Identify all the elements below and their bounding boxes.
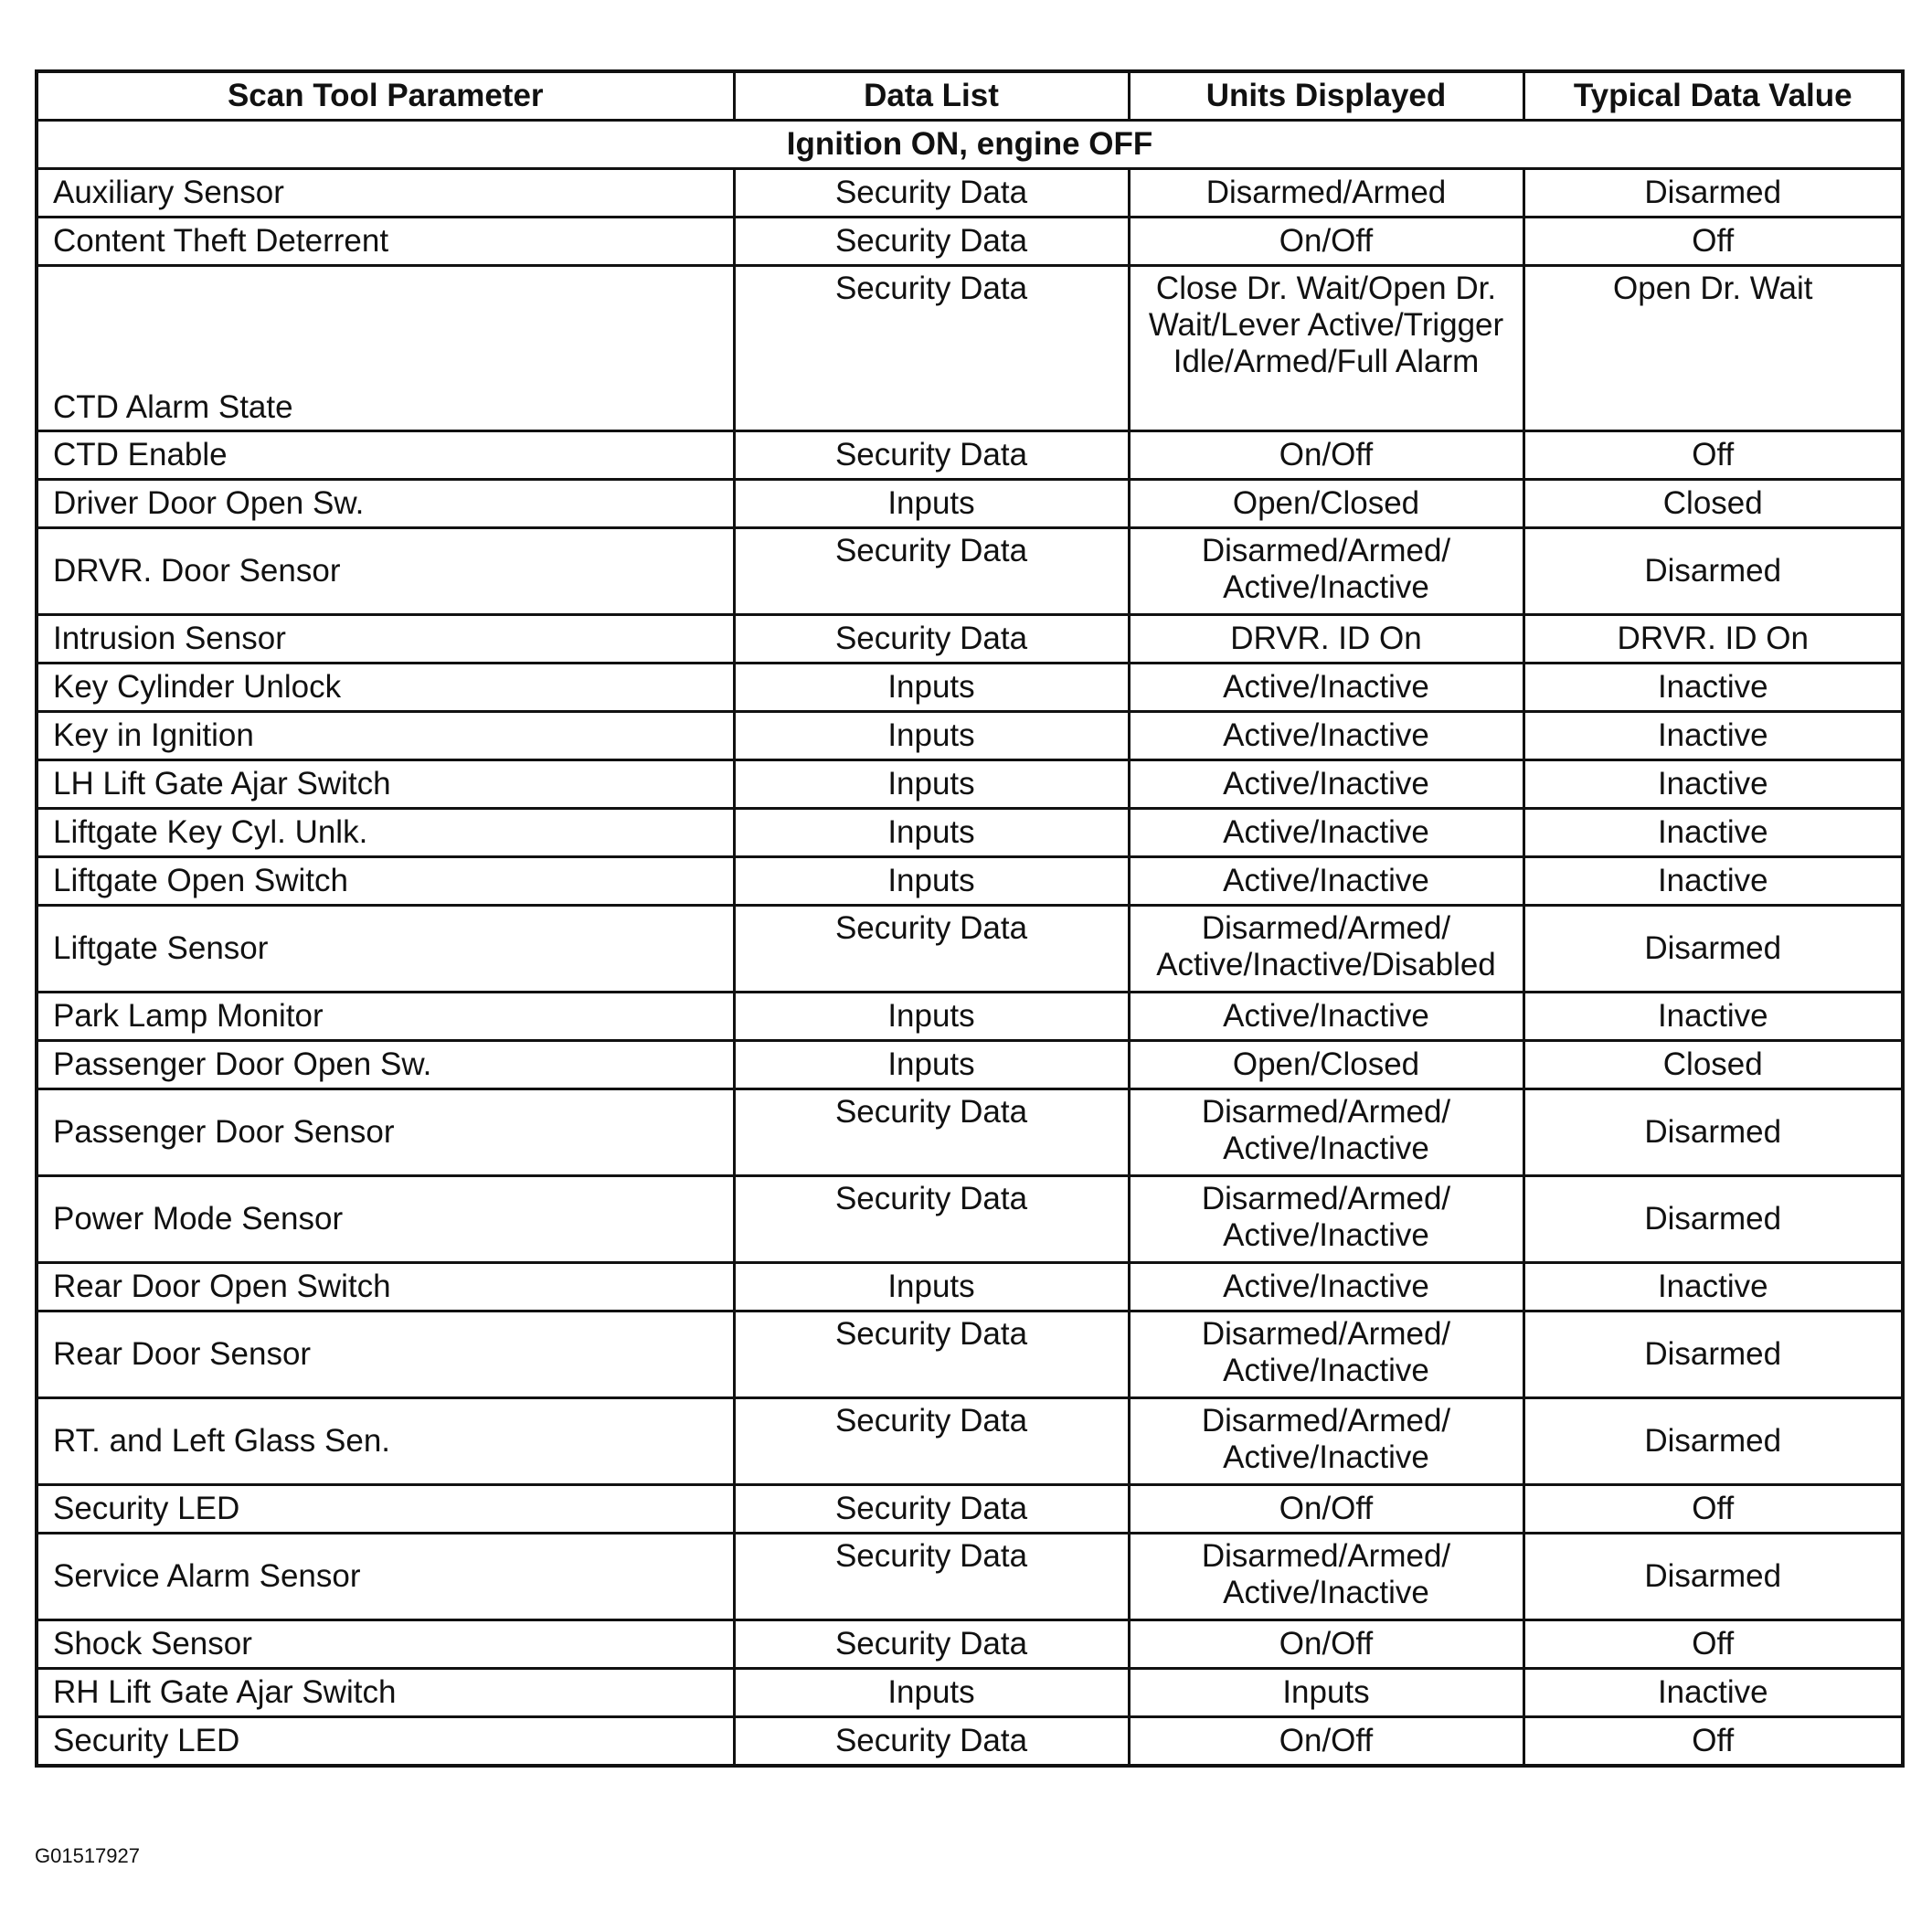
table-row: [37, 760, 1903, 809]
param-cell: Security LED: [37, 1485, 734, 1534]
data-list-cell: Security Data: [734, 1485, 1129, 1534]
table-row: [37, 993, 1903, 1041]
param-cell: Shock Sensor: [37, 1620, 734, 1669]
data-list-cell: Security Data: [734, 1717, 1129, 1767]
typical-value-cell: Disarmed: [1523, 1176, 1903, 1263]
typical-value-cell: Open Dr. Wait: [1523, 266, 1903, 431]
param-cell: Security LED: [37, 1717, 734, 1767]
units-cell: Disarmed/Armed/ Active/Inactive: [1129, 1176, 1523, 1263]
typical-value-cell: Disarmed: [1523, 1089, 1903, 1176]
param-cell: Service Alarm Sensor: [37, 1534, 734, 1620]
units-cell: On/Off: [1129, 1485, 1523, 1534]
table-row: [37, 857, 1903, 906]
data-list-cell: Inputs: [734, 1669, 1129, 1717]
param-cell: Auxiliary Sensor: [37, 169, 734, 218]
typical-value-cell: Off: [1523, 1485, 1903, 1534]
table-row: [37, 1311, 1903, 1398]
units-cell: Active/Inactive: [1129, 760, 1523, 809]
header-units-displayed: Units Displayed: [1129, 71, 1523, 121]
typical-value-cell: Inactive: [1523, 712, 1903, 760]
section-row: [37, 121, 1903, 169]
data-list-cell: Security Data: [734, 266, 1129, 431]
units-cell: Disarmed/Armed/ Active/Inactive: [1129, 1089, 1523, 1176]
param-cell: Key in Ignition: [37, 712, 734, 760]
table-row: [37, 1485, 1903, 1534]
table-row: [37, 809, 1903, 857]
table-row: [37, 431, 1903, 480]
units-cell: Disarmed/Armed/ Active/Inactive: [1129, 528, 1523, 615]
units-cell: Active/Inactive: [1129, 809, 1523, 857]
param-cell: Park Lamp Monitor: [37, 993, 734, 1041]
param-cell: DRVR. Door Sensor: [37, 528, 734, 615]
typical-value-cell: Disarmed: [1523, 1311, 1903, 1398]
param-cell: Intrusion Sensor: [37, 615, 734, 664]
param-cell: Key Cylinder Unlock: [37, 664, 734, 712]
units-cell: Active/Inactive: [1129, 1263, 1523, 1311]
units-cell: DRVR. ID On: [1129, 615, 1523, 664]
data-list-cell: Inputs: [734, 857, 1129, 906]
units-cell: Disarmed/Armed/ Active/Inactive: [1129, 1311, 1523, 1398]
units-cell: Active/Inactive: [1129, 857, 1523, 906]
table-row: [37, 169, 1903, 218]
typical-value-cell: Disarmed: [1523, 1398, 1903, 1485]
typical-value-cell: Inactive: [1523, 993, 1903, 1041]
typical-value-cell: Off: [1523, 1620, 1903, 1669]
data-list-cell: Security Data: [734, 1311, 1129, 1398]
param-cell: LH Lift Gate Ajar Switch: [37, 760, 734, 809]
figure-id-caption: G01517927: [35, 1844, 140, 1867]
param-cell: Rear Door Sensor: [37, 1311, 734, 1398]
data-list-cell: Inputs: [734, 664, 1129, 712]
typical-value-cell: Inactive: [1523, 1669, 1903, 1717]
table-row: [37, 1534, 1903, 1620]
param-cell: RH Lift Gate Ajar Switch: [37, 1669, 734, 1717]
units-cell: Inputs: [1129, 1669, 1523, 1717]
units-cell: On/Off: [1129, 431, 1523, 480]
param-cell: Rear Door Open Switch: [37, 1263, 734, 1311]
data-list-cell: Inputs: [734, 809, 1129, 857]
typical-value-cell: Closed: [1523, 480, 1903, 528]
param-cell: Liftgate Sensor: [37, 906, 734, 993]
scan-tool-data-table: [35, 69, 1905, 1768]
data-list-cell: Security Data: [734, 1089, 1129, 1176]
data-list-cell: Inputs: [734, 993, 1129, 1041]
typical-value-cell: DRVR. ID On: [1523, 615, 1903, 664]
units-cell: Active/Inactive: [1129, 712, 1523, 760]
param-cell: Driver Door Open Sw.: [37, 480, 734, 528]
section-title: Ignition ON, engine OFF: [37, 121, 1903, 169]
table-row: [37, 1041, 1903, 1089]
header-scan-tool-parameter: Scan Tool Parameter: [37, 71, 734, 121]
param-cell: Power Mode Sensor: [37, 1176, 734, 1263]
units-cell: Open/Closed: [1129, 1041, 1523, 1089]
typical-value-cell: Disarmed: [1523, 169, 1903, 218]
typical-value-cell: Inactive: [1523, 760, 1903, 809]
header-row: [37, 71, 1903, 121]
typical-value-cell: Inactive: [1523, 857, 1903, 906]
data-list-cell: Security Data: [734, 615, 1129, 664]
param-cell: Passenger Door Open Sw.: [37, 1041, 734, 1089]
typical-value-cell: Off: [1523, 431, 1903, 480]
data-list-cell: Security Data: [734, 431, 1129, 480]
typical-value-cell: Disarmed: [1523, 906, 1903, 993]
param-cell: CTD Enable: [37, 431, 734, 480]
typical-value-cell: Off: [1523, 218, 1903, 266]
table-row: [37, 906, 1903, 993]
units-cell: Disarmed/Armed/ Active/Inactive: [1129, 1534, 1523, 1620]
data-table-container: [35, 69, 1901, 1768]
data-list-cell: Inputs: [734, 1041, 1129, 1089]
data-list-cell: Security Data: [734, 169, 1129, 218]
param-cell: Content Theft Deterrent: [37, 218, 734, 266]
table-body: [37, 121, 1903, 1767]
table-row: [37, 1717, 1903, 1767]
data-list-cell: Inputs: [734, 1263, 1129, 1311]
units-cell: Open/Closed: [1129, 480, 1523, 528]
header-data-list: Data List: [734, 71, 1129, 121]
param-cell: Liftgate Open Switch: [37, 857, 734, 906]
table-row: [37, 480, 1903, 528]
table-row: [37, 615, 1903, 664]
table-row: [37, 1263, 1903, 1311]
data-list-cell: Inputs: [734, 480, 1129, 528]
table-row: [37, 664, 1903, 712]
table-row: [37, 218, 1903, 266]
typical-value-cell: Closed: [1523, 1041, 1903, 1089]
param-cell: CTD Alarm State: [37, 266, 734, 431]
units-cell: On/Off: [1129, 1717, 1523, 1767]
data-list-cell: Security Data: [734, 1620, 1129, 1669]
param-cell: RT. and Left Glass Sen.: [37, 1398, 734, 1485]
data-list-cell: Security Data: [734, 528, 1129, 615]
data-list-cell: Inputs: [734, 760, 1129, 809]
header-typical-data-value: Typical Data Value: [1523, 71, 1903, 121]
units-cell: On/Off: [1129, 1620, 1523, 1669]
table-row: [37, 712, 1903, 760]
table-row: [37, 1398, 1903, 1485]
typical-value-cell: Disarmed: [1523, 528, 1903, 615]
units-cell: Disarmed/Armed/ Active/Inactive: [1129, 1398, 1523, 1485]
units-cell: Active/Inactive: [1129, 993, 1523, 1041]
table-row: [37, 528, 1903, 615]
param-cell: Passenger Door Sensor: [37, 1089, 734, 1176]
typical-value-cell: Disarmed: [1523, 1534, 1903, 1620]
typical-value-cell: Inactive: [1523, 664, 1903, 712]
table-row: [37, 1620, 1903, 1669]
param-cell: Liftgate Key Cyl. Unlk.: [37, 809, 734, 857]
typical-value-cell: Inactive: [1523, 809, 1903, 857]
data-list-cell: Security Data: [734, 1176, 1129, 1263]
units-cell: Close Dr. Wait/Open Dr. Wait/Lever Active/Trigger Idle/Armed/Full Alarm: [1129, 266, 1523, 431]
typical-value-cell: Inactive: [1523, 1263, 1903, 1311]
units-cell: Disarmed/Armed: [1129, 169, 1523, 218]
units-cell: Disarmed/Armed/ Active/Inactive/Disabled: [1129, 906, 1523, 993]
typical-value-cell: Off: [1523, 1717, 1903, 1767]
table-row: [37, 1089, 1903, 1176]
table-row: [37, 1176, 1903, 1263]
table-row: [37, 1669, 1903, 1717]
data-list-cell: Security Data: [734, 906, 1129, 993]
data-list-cell: Security Data: [734, 1398, 1129, 1485]
units-cell: Active/Inactive: [1129, 664, 1523, 712]
table-row: [37, 266, 1903, 431]
data-list-cell: Security Data: [734, 1534, 1129, 1620]
data-list-cell: Inputs: [734, 712, 1129, 760]
data-list-cell: Security Data: [734, 218, 1129, 266]
units-cell: On/Off: [1129, 218, 1523, 266]
